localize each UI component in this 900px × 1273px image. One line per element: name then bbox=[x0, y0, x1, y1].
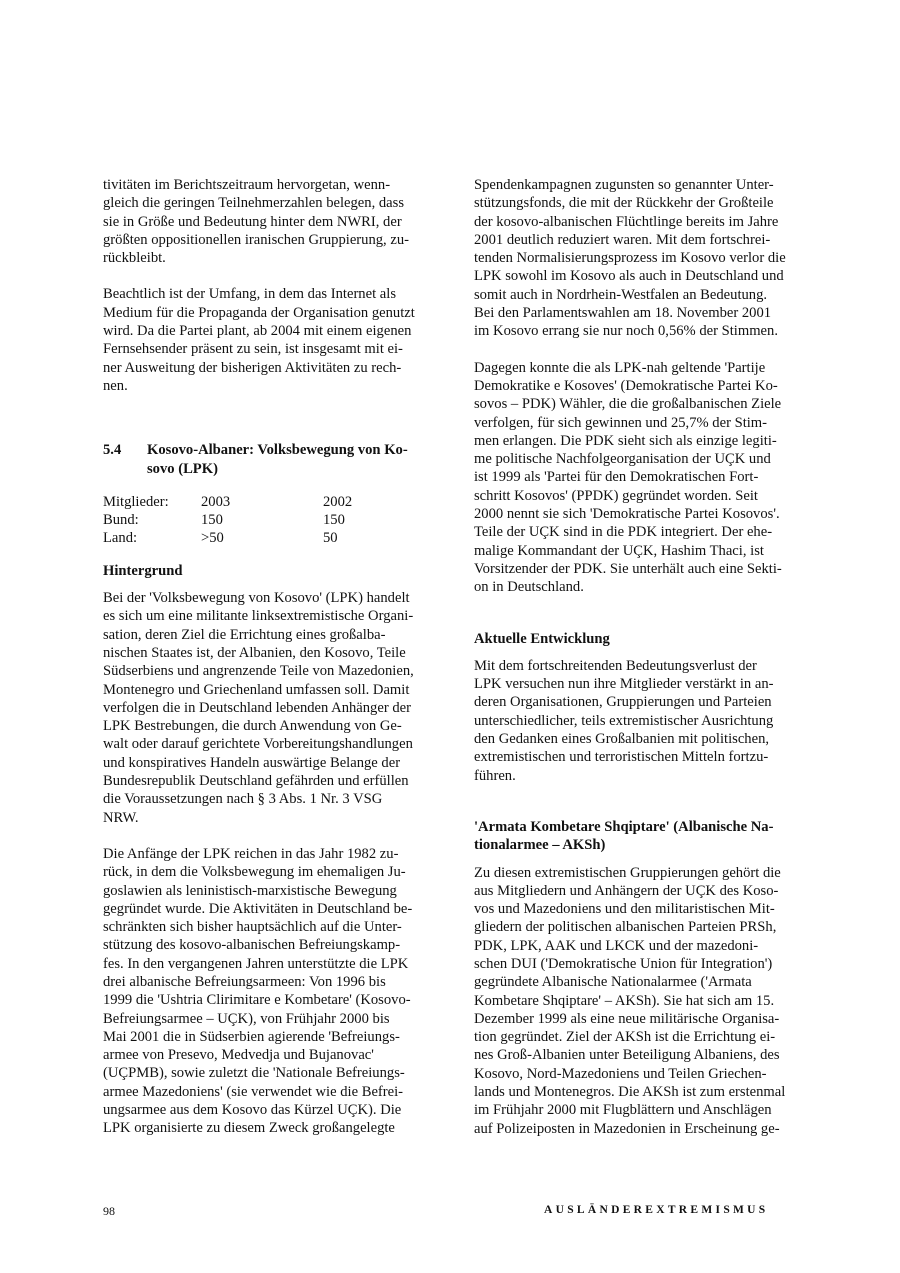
member-row-land bbox=[103, 529, 429, 547]
paragraph: Beachtlich ist der Umfang, in dem das Internet als Medium für die Propaganda der Organisation genutzt wird. Da die Partei plant, ab 2004 mit einem eigenen Fernsehsender präsent zu sein, ist insgesamt mit ei- ner Ausweitung der bisherigen Aktivitäten zu rech- nen. bbox=[103, 286, 415, 394]
member-table-header bbox=[103, 493, 429, 511]
hintergrund-heading: Hintergrund bbox=[103, 562, 183, 579]
paragraph: Zu diesen extremistischen Gruppierungen gehört die aus Mitgliedern und Anhängern der UÇK des Koso- vos und Mazedoniens und den militaristischen Mit- gliedern der politischen albanischen Parteien PRSh, PDK, LPK, AAK und LKCK und der mazedoni- schen DUI ('Demokratische Union für Integration') gegründete Albanische Nationalarmee ('Armata Kombetare Shqiptare' – AKSh). Sie hat sich am 15. Dezember 1999 als eine neue militärische Organisa- tion gegründet. Ziel der AKSh ist die Errichtung ei- nes Groß-Albanien unter Beteiligung Albaniens, des Kosovo, Nord-Mazedoniens und Teilen Griechen- lands und Montenegros. Die AKSh ist zum erstenmal im Frühjahr 2000 mit Flugblättern und Anschlägen auf Polizeiposten in Mazedonien in Erscheinung ge- bbox=[474, 864, 786, 1137]
section-number: 5.4 bbox=[103, 442, 122, 459]
value-2003: 150 bbox=[201, 512, 223, 529]
value-2002: 50 bbox=[323, 530, 338, 547]
paragraph: Spendenkampagnen zugunsten so genannter Unter- stützungsfonds, die mit der Rückkehr der Großteile der kosovo-albanischen Flüchtlinge bereits im Jahre 2001 deutlich reduziert waren. Mit dem fortschrei- tenden Normalisierungsprozess im Kosovo verlor die LPK sowohl im Kosovo als auch in Deutschland und somit auch in Nordrhein-Westfalen an Bedeutung. Bei den Parlamentswahlen am 18. November 2001 im Kosovo errang sie nur noch 0,56% der Stimmen. bbox=[474, 177, 786, 340]
right-column bbox=[474, 176, 796, 1138]
value-2003: >50 bbox=[201, 530, 224, 547]
aktuelle-entwicklung-heading: Aktuelle Entwicklung bbox=[474, 630, 610, 647]
year-2003: 2003 bbox=[201, 493, 231, 510]
paragraph: Die Anfänge der LPK reichen in das Jahr 1982 zu- rück, in dem die Volksbewegung im ehemaligen Ju- goslawien als leninistisch-marxistische Bewegung gegründet wurde. Die Aktivitäten in Deutschland be- schränkten sich bisher hauptsächlich auf die Unter- stützung des kosovo-albanischen Befreiungskamp- fes. In den vergangenen Jahren unterstützte die LPK drei albanische Befreiungsarmeen: Von 1996 bis 1999 die 'Ushtria Clirimitare e Kombetare' (Kosovo- Befreiungsarmee – UÇK), von Frühjahr 2000 bis Mai 2001 die in Südserbien agierende 'Befreiungs- armee von Presevo, Medvedja und Bujanovac' (UÇPMB), sowie zuletzt die 'Nationale Befreiungs- armee Mazedoniens' (sie verwendet wie die Befrei- ungsarmee aus dem Kosovo das Kürzel UÇK). Die LPK organisierte zu diesem Zweck großangelegte bbox=[103, 845, 413, 1137]
member-label: Mitglieder: bbox=[103, 493, 169, 510]
row-label: Bund: bbox=[103, 512, 139, 529]
left-column bbox=[103, 176, 429, 1138]
year-2002: 2002 bbox=[323, 493, 353, 510]
paragraph: Bei der 'Volksbewegung von Kosovo' (LPK) handelt es sich um eine militante linksextremistische Organi- sation, deren Ziel die Errichtung eines großalba- nischen Staates ist, der Albanien, den Kosovo, Teile Südserbiens und angrenzende Teile von Mazedonien, Montenegro und Griechenland umfassen soll. Damit verfolgen die in Deutschland lebenden Anhänger der LPK Bestrebungen, die durch Anwendung von Ge- walt oder darauf gerichtete Vorbereitungshandlungen und konspiratives Handeln auswärtige Belange der Bundesrepublik Deutschland gefährden und erfüllen die Voraussetzungen nach § 3 Abs. 1 Nr. 3 VSG NRW. bbox=[103, 590, 414, 826]
page-number: 98 bbox=[103, 1204, 115, 1218]
aksh-heading: 'Armata Kombetare Shqiptare' (Albanische Na- tionalarmee – AKSh) bbox=[474, 818, 774, 854]
section-heading bbox=[103, 441, 429, 478]
paragraph: Dagegen konnte die als LPK-nah geltende 'Partije Demokratike e Kosoves' (Demokratische Partei Ko- sovos – PDK) Wähler, die die großalbanischen Ziele verfolgen, für sich gewinnen und 25,7% der Stim- men erlangen. Die PDK sieht sich als einzige legiti- me politische Nachfolgeorganisation der UÇK und ist 1999 als 'Partei für den Demokratischen Fort- schritt Kosovos' (PPDK) gegründet worden. Seit 2000 nennt sie sich 'Demokratische Partei Kosovos'. Teile der UÇK sind in die PDK integriert. Der ehe- malige Kommandant der UÇK, Hashim Thaci, ist Vorsitzender der PDK. Sie unterhält auch eine Sekti- on in Deutschland. bbox=[474, 359, 782, 596]
member-table bbox=[103, 493, 429, 548]
value-2002: 150 bbox=[323, 512, 345, 529]
running-title: AUSLÄNDEREXTREMISMUS bbox=[544, 1204, 769, 1216]
paragraph: tivitäten im Berichtszeitraum hervorgetan, wenn- gleich die geringen Teilnehmerzahlen belegen, dass sie in Größe und Bedeutung hinter dem NWRI, der größten oppositionellen iranischen Gruppierung, zu- rückbleibt. bbox=[103, 177, 409, 267]
row-label: Land: bbox=[103, 530, 138, 547]
paragraph: Mit dem fortschreitenden Bedeutungsverlust der LPK versuchen nun ihre Mitglieder verstärkt in an- deren Organisationen, Gruppierungen und Parteien unterschiedlicher, teils extremistischer Ausrichtung den Gedanken eines Großalbanien mit politischen, extremistischen und terroristischen Mitteln fortzu- führen. bbox=[474, 657, 774, 784]
section-title: Kosovo-Albaner: Volksbewegung von Ko- sovo (LPK) bbox=[147, 442, 408, 477]
member-row-bund bbox=[103, 511, 429, 529]
